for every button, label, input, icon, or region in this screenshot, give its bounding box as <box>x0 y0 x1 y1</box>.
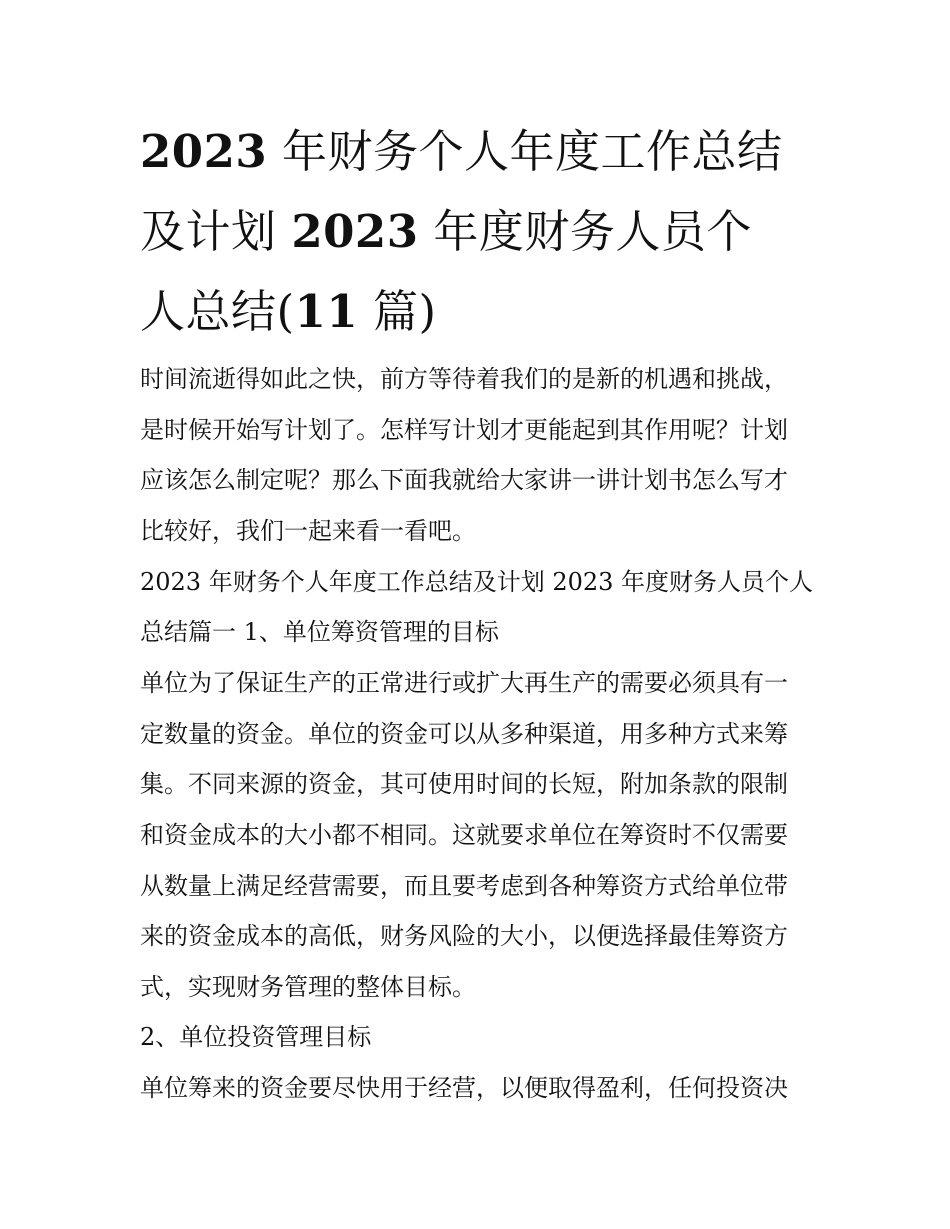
body-line: 单位为了保证生产的正常进行或扩大再生产的需要必须具有一 <box>140 669 788 697</box>
body-line: 单位筹来的资金要尽快用于经营，以便取得盈利，任何投资决 <box>140 1074 788 1102</box>
body-line: 总结篇一 1、单位筹资管理的目标 <box>140 618 499 646</box>
body-line: 2023 年财务个人年度工作总结及计划 2023 年度财务人员个人 <box>140 568 814 596</box>
body-line: 来的资金成本的高低，财务风险的大小，以便选择最佳筹资方 <box>140 922 788 950</box>
body-line: 是时候开始写计划了。怎样写计划才更能起到其作用呢？计划 <box>140 416 788 444</box>
section-heading: 2、单位投资管理目标 <box>140 1023 372 1051</box>
title-line: 2023 年财务个人年度工作总结 <box>140 125 783 178</box>
document-title <box>140 112 830 352</box>
title-line: 及计划 2023 年度财务人员个 <box>140 205 752 258</box>
body-line: 式，实现财务管理的整体目标。 <box>140 973 476 1001</box>
body-line: 集。不同来源的资金，其可使用时间的长短，附加条款的限制 <box>140 770 788 798</box>
body-line: 定数量的资金。单位的资金可以从多种渠道，用多种方式来筹 <box>140 720 788 748</box>
body-line: 和资金成本的大小都不相同。这就要求单位在筹资时不仅需要 <box>140 821 788 849</box>
body-line: 从数量上满足经营需要，而且要考虑到各种筹资方式给单位带 <box>140 872 788 900</box>
body-line: 时间流逝得如此之快，前方等待着我们的是新的机遇和挑战， <box>140 365 788 393</box>
body-line: 比较好，我们一起来看一看吧。 <box>140 517 476 545</box>
body-line: 应该怎么制定呢？那么下面我就给大家讲一讲计划书怎么写才 <box>140 466 788 494</box>
title-line: 人总结(11 篇) <box>140 285 437 338</box>
